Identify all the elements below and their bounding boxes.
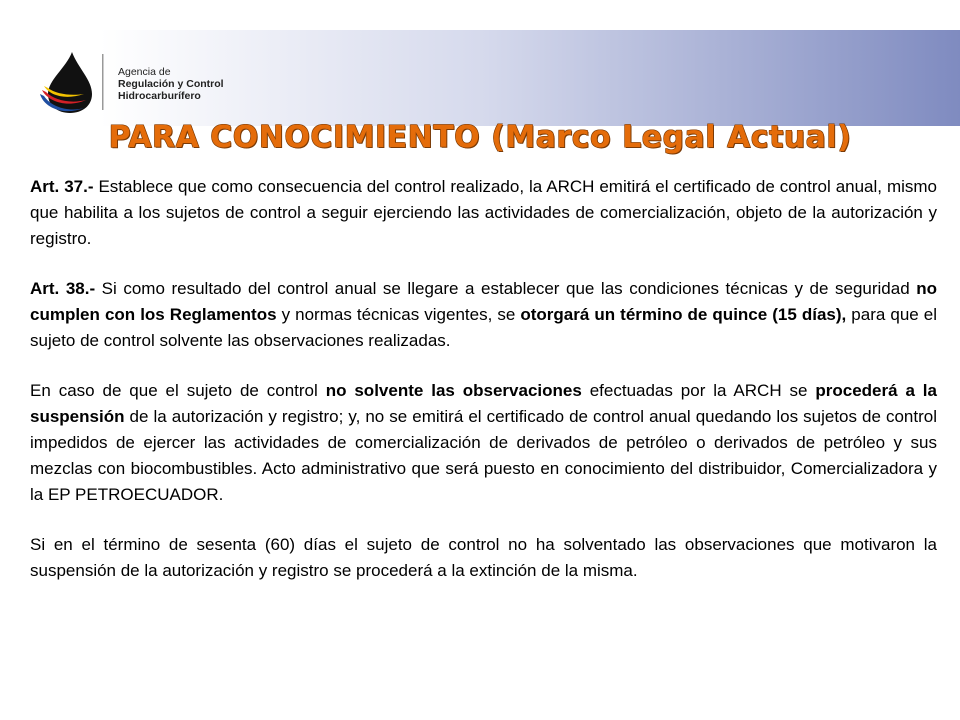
paragraph-art-38 <box>30 276 937 354</box>
logo-text <box>118 66 224 102</box>
emphasis-text: otorgará un término de quince (15 días), <box>520 305 847 324</box>
paragraph-text: Si como resultado del control anual se llegare a establecer que las condiciones técnicas y de seguridad <box>95 279 917 298</box>
paragraph-text: Establece que como consecuencia del control realizado, la ARCH emitirá el certificado de control anual, mismo que habilita a los sujetos de control a seguir ejerciendo las actividades de comercialización, objeto de la autorización y registro. <box>30 177 938 248</box>
paragraph-text: Si en el término de sesenta (60) días el sujeto de control no ha solventado las observaciones que motivaron la suspensión de la autorización y registro se procederá a la extinción de la misma. <box>30 535 937 580</box>
emphasis-text: no solvente las observaciones <box>325 381 582 400</box>
article-label: Art. 38.- <box>30 279 96 298</box>
article-label: Art. 37.- <box>30 177 94 196</box>
emphasis-text: procederá a la suspensión <box>30 381 937 426</box>
page-title: PARA CONOCIMIENTO (Marco Legal Actual) <box>108 120 852 155</box>
paragraph-text: para que el sujeto de control solvente las observaciones realizadas. <box>30 305 938 350</box>
paragraph-text: y normas técnicas vigentes, se <box>276 305 521 324</box>
paragraph-extinction <box>30 532 937 584</box>
paragraph-text: efectuadas por la ARCH se <box>581 381 816 400</box>
paragraph-art-37 <box>30 174 937 252</box>
logo-line-1: Agencia de <box>118 66 171 78</box>
emphasis-text: no cumplen con los Reglamentos <box>30 279 937 324</box>
oil-drop-icon <box>30 50 110 114</box>
paragraph-text: En caso de que el sujeto de control <box>30 381 326 400</box>
paragraph-suspension <box>30 378 937 508</box>
paragraph-text: de la autorización y registro; y, no se emitirá el certificado de control anual quedando los sujetos de control impedidos de ejercer las actividades de comercialización de derivados de petróleo o derivados de petróleo y sus mezclas con biocombustibles. Acto administrativo que será puesto en conocimiento del distribuidor, Comercializadora y la EP PETROECUADOR. <box>30 407 937 504</box>
agency-logo <box>0 0 240 126</box>
logo-line-2: Regulación y Control <box>118 78 224 90</box>
document-body <box>30 174 937 608</box>
logo-line-3: Hidrocarburífero <box>118 90 201 102</box>
